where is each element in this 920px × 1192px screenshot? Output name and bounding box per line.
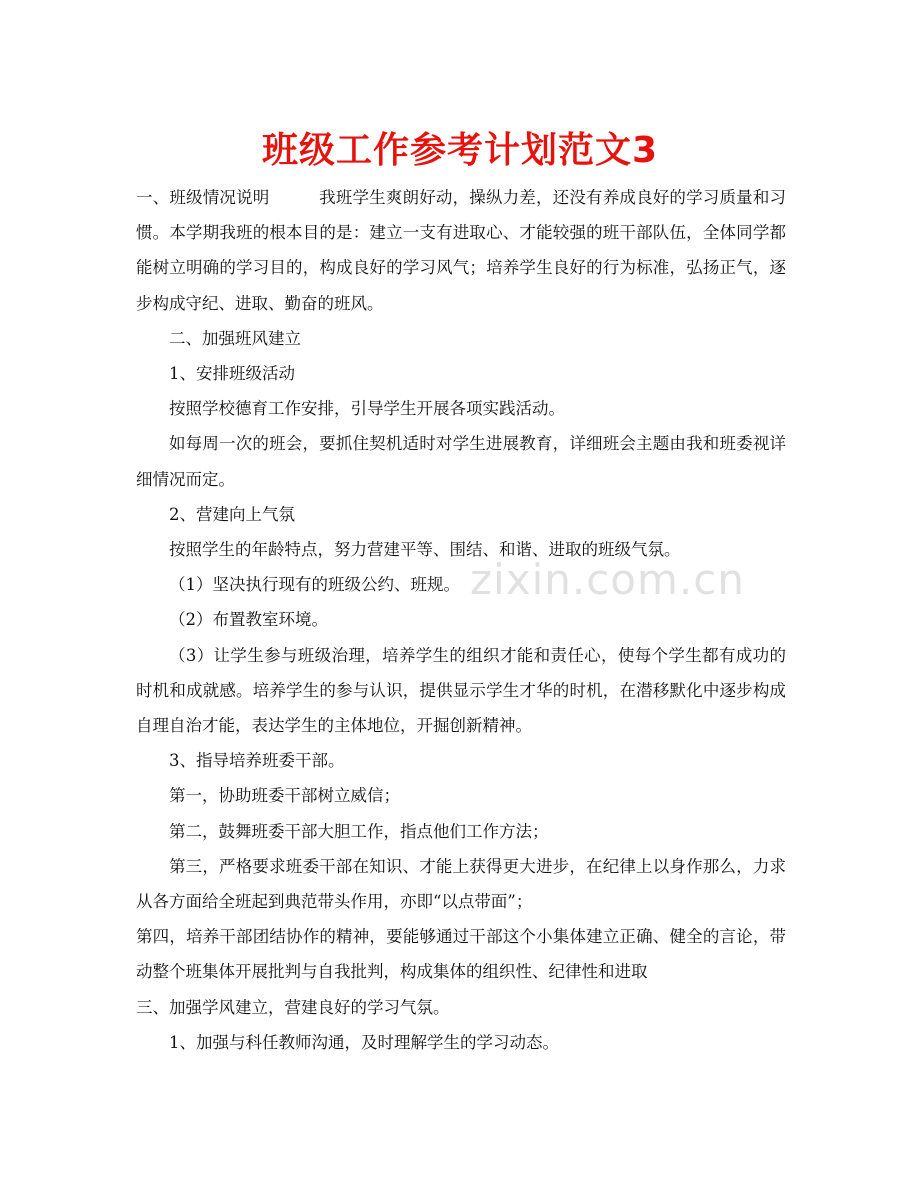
- subheading-atmosphere: 2、营建向上气氛: [169, 504, 295, 524]
- section-heading-1: 一、班级情况说明: [136, 188, 270, 207]
- paragraph: 第二，鼓舞班委干部大胆工作，指点他们工作方法；: [169, 821, 549, 841]
- paragraph-class-situation: [136, 180, 786, 321]
- document-body: [136, 180, 786, 1060]
- subheading-cadres: 3、指导培养班委干部。: [169, 751, 345, 771]
- paragraph: 1、加强与科任教师沟通，及时理解学生的学习动态。: [169, 1032, 559, 1052]
- list-item: （3）让学生参与班级治理，培养学生的组织才能和责任心，使每个学生都有成功的时机和成就感。培养学生的参与认识，提供显示学生才华的时机，在潜移默化中逐步构成自理自治才能，表达学生的主体地位，开掘创新精神。: [136, 645, 786, 736]
- paragraph: 如每周一次的班会，要抓住契机适时对学生进展教育，详细班会主题由我和班委视详细情况而定。: [136, 434, 786, 489]
- section-heading-2: 二、加强班风建立: [169, 328, 301, 348]
- paragraph: 按照学校德育工作安排，引导学生开展各项实践活动。: [169, 399, 565, 419]
- watermark-text: zixin.com.cn: [470, 555, 745, 604]
- paragraph-text: 我班学生爽朗好动，操纵力差，还没有养成良好的学习质量和习惯。本学期我班的根本目的是：建立一支有进取心、才能较强的班干部队伍，全体同学都能树立明确的学习目的，构成良好的学习风气；培养学生良好的行为标准，弘扬正气，逐步构成守纪、进取、勤奋的班风。: [136, 188, 787, 313]
- paragraph: 第三，严格要求班委干部在知识、才能上获得更大进步，在纪律上以身作那么，力求从各方面给全班起到典范带头作用，亦即“以点带面”；: [136, 856, 786, 912]
- paragraph: 第四，培养干部团结协作的精神，要能够通过干部这个小集体建立正确、健全的言论，带动整个班集体开展批判与自我批判，构成集体的组织性、纪律性和进取: [136, 927, 786, 982]
- paragraph: 第一，协助班委干部树立威信；: [169, 786, 400, 806]
- section-heading-3: 三、加强学风建立，营建良好的学习气氛。: [136, 997, 450, 1017]
- list-item: （2）布置教室环境。: [169, 610, 328, 630]
- subheading-activities: 1、安排班级活动: [169, 364, 295, 384]
- list-item: （1）坚决执行现有的班级公约、班规。: [169, 575, 460, 595]
- paragraph: 按照学生的年龄特点，努力营建平等、围结、和谐、进取的班级气氛。: [169, 540, 681, 560]
- document-title: 班级工作参考计划范文3: [261, 130, 659, 171]
